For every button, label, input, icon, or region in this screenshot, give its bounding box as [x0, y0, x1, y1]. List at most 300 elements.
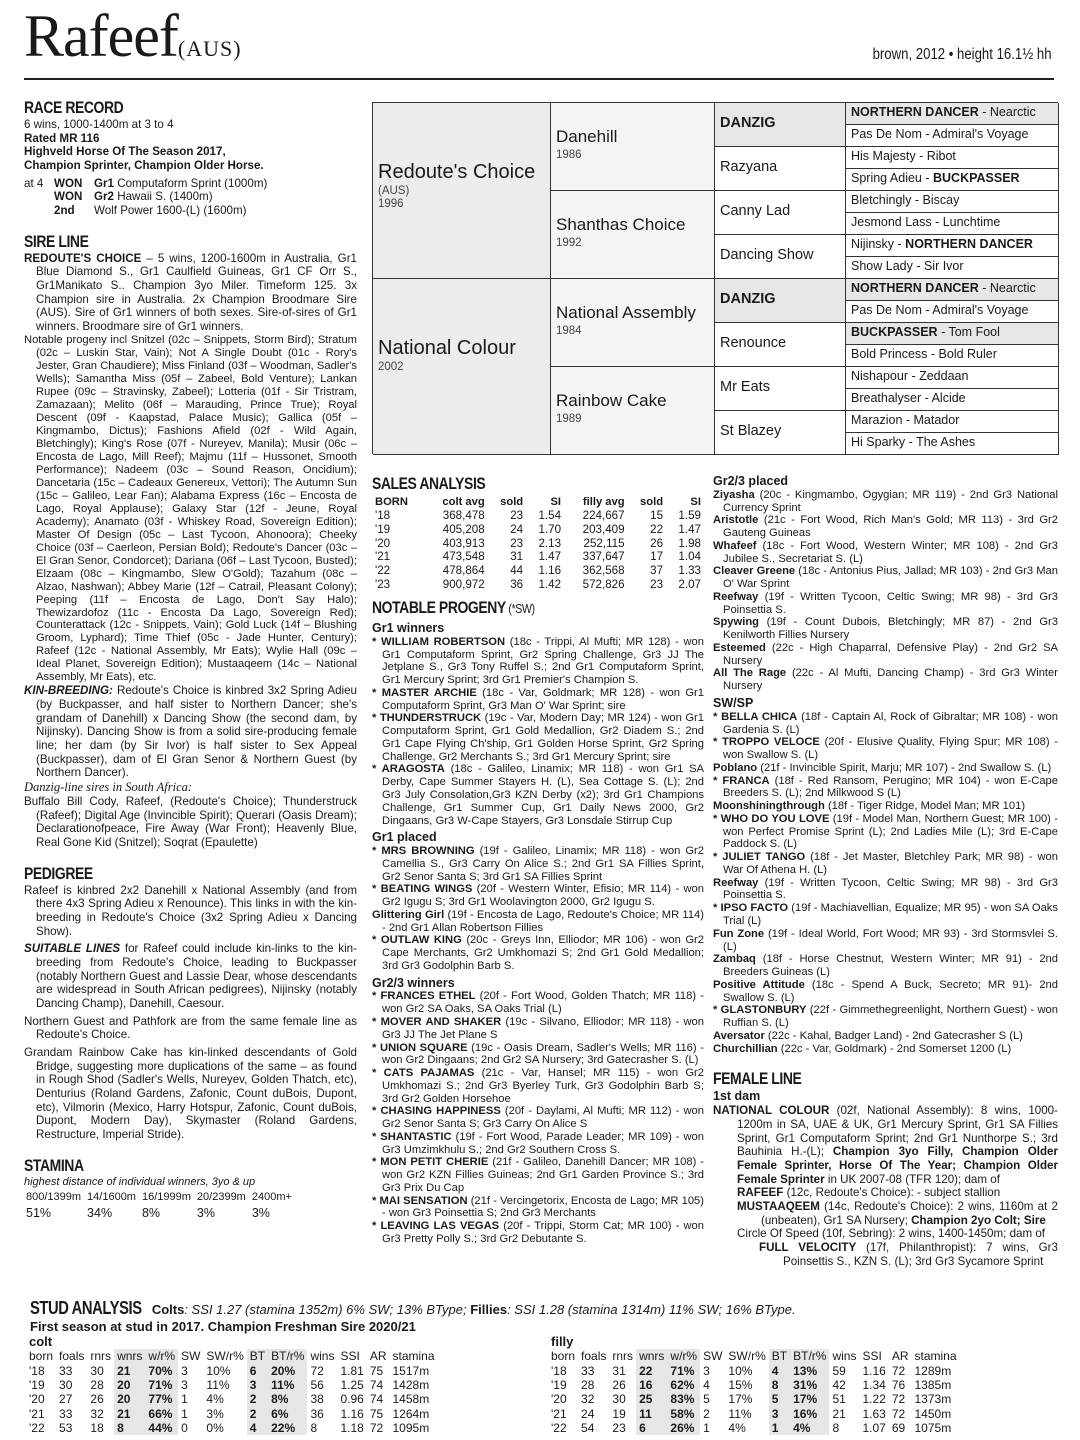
stud-colt-table: colt born foals rnrs wnrs w/r% SW SW/r% BT BT/r% wins SSI AR stamina '18 33 30 21 70% 3 10% 6 20% 72 1.81 75 1517m '19 30 28 20 71% 3 11% 3 11% 56 1.25 74 1428m '20 27 26 20 77% 1 4% 2 8% 38 0.96 74 1458m '21 33 32 21 66% 1 3% 2 6% 36 1.16 75 1264m '22 53 18 8 44% 0 0% 4 22% 8 1.18 72 1095m: [26, 1334, 438, 1435]
pedigree-gen2: National Assembly 1984: [551, 279, 715, 367]
pedigree-gen1: National Colour 2002: [373, 279, 551, 455]
sales-row: [372, 509, 704, 523]
race-result: 2nd: [54, 204, 75, 218]
stud-head: wins: [832, 1349, 857, 1364]
stud-cell: 20: [114, 1392, 145, 1406]
stud-cell: 1: [181, 1392, 188, 1407]
stud-head: SW: [703, 1349, 723, 1364]
sales-head: filly avg: [582, 496, 625, 509]
progeny-name: Reefway: [713, 876, 759, 889]
progeny-item: * ARAGOSTA (18c - Galileo, Linamix; MR 118) - won Gr1 SA Derby, Cape Summer Stayers H. (L), Sea Cottage S. (L); 2nd Gr3 July Consolation,Gr3 KZN Derby (x2); 3rd Gr1 Champions Challenge, Gr1 Summer Cup, Gr1 Daily News 2000, Gr2 Dingaans, Gr3 W-Cape Stayers, Gr3 Lonsdale Stirrup Cup: [372, 763, 704, 827]
horse-info: brown, 2012 • height 16.1½ hh: [873, 46, 1052, 63]
progeny-name: * MASTER ARCHIE: [372, 686, 477, 699]
stud-cell: 1385m: [914, 1377, 952, 1392]
sales-cell: 15: [650, 509, 664, 523]
sales-cell: 478,864: [442, 563, 485, 577]
progeny-name: Esteemed: [713, 641, 766, 654]
stud-cell: 33: [59, 1406, 73, 1421]
stud-cell: 4: [247, 1421, 268, 1435]
sales-cell: 337,647: [582, 550, 625, 564]
progeny-item: * WHO DO YOU LOVE (19f - Model Man, Northern Guest; MR 100) - won Perfect Promise Sprint (L); 2nd Ladies Mile (L); 3rd E-Cape Paddock S. (L): [713, 812, 1058, 851]
stud-cell: '20: [551, 1392, 567, 1407]
progeny-name: * MAI SENSATION: [372, 1194, 468, 1207]
stud-cell: 3%: [206, 1406, 224, 1421]
pedigree-gen3: Razyana: [715, 147, 846, 191]
sales-cell: 31: [510, 550, 524, 564]
progeny-heading: NOTABLE PROGENY (*SW): [372, 598, 535, 617]
stud-cell: 31: [612, 1363, 626, 1378]
pedigree-gen3: Renounce: [715, 323, 846, 367]
pedigree-gen4: Nishapour - Zeddaan: [846, 367, 1059, 389]
stud-cell: 15%: [728, 1377, 753, 1392]
pedigree-gen4: Bold Princess - Bold Ruler: [846, 345, 1059, 367]
progeny-item: All The Rage (22c - Al Mufti, Dancing Champ) - 3rd Gr3 Winter Nursery: [713, 667, 1058, 693]
sales-cell: 1.16: [538, 563, 562, 577]
stud-row: [26, 1407, 438, 1421]
right-column: [713, 474, 1058, 1268]
pedigree-year: 1989: [556, 413, 582, 426]
progeny-name: Aristotle: [713, 514, 759, 527]
swsp-list: [713, 711, 1058, 1056]
pedigree-gen2: Shanthas Choice 1992: [551, 191, 715, 279]
stud-row: [26, 1378, 438, 1392]
progeny-name: Spywing: [713, 616, 759, 629]
stud-row: [548, 1378, 960, 1392]
stud-cell: 17%: [728, 1392, 753, 1407]
pedigree-gen4: Show Lady - Sir Ivor: [846, 257, 1059, 279]
female-line-dam: NATIONAL COLOUR (02f, National Assembly): 8 wins, 1000-1200m in SA, UAE & UK, Gr1 Mercury Sprint, Gr1 SA Fillies Sprint, Gr1 Computaform Sprint; 2nd Gr1 Nunthorpe S.; 3rd Bauhinia H.-(L); Champion 3yo Filly, Champion Older Female Sprinter, Horse Of The Year; Champion Older Female Sprinter in UK 2007-08 (TFR 120); dam of: [713, 1104, 1058, 1186]
stud-cell: '22: [29, 1421, 45, 1436]
stud-head: foals: [581, 1349, 607, 1364]
stud-row: [548, 1392, 960, 1406]
race-grade: Gr2: [94, 190, 114, 204]
progeny-name: Poblano: [713, 761, 758, 774]
stud-cell: 36: [310, 1406, 324, 1421]
progeny-item: Reefway (19f - Written Tycoon, Celtic Swing; MR 98) - 3rd Gr3 Poinsettia S.: [713, 876, 1058, 902]
sales-cell: '23: [375, 577, 391, 591]
stud-cell: 8: [114, 1421, 145, 1435]
stud-cell: 13%: [790, 1363, 829, 1377]
pedigree-gen4: Pas De Nom - Admiral's Voyage: [846, 301, 1059, 323]
progeny-name: * GLASTONBURY: [713, 1004, 807, 1017]
stud-row: [26, 1392, 438, 1406]
sales-cell: 23: [650, 577, 664, 591]
sales-cell: 2.07: [678, 577, 701, 591]
pedigree-country: (AUS): [378, 184, 410, 197]
first-dam-heading: 1st dam: [713, 1089, 761, 1104]
stud-head: born: [551, 1349, 576, 1364]
suitable-lines: SUITABLE LINES for Rafeef could include kin-links to the kin-breeding from Redoute's Choice, leading to Buckpasser (notably Northern Guest and Lassie Dear, whose descendants are widespread in South African pedigrees), Nijinsky (notably Dancing Champ), Danehill, Caesour.: [24, 942, 357, 1010]
sales-cell: 405,208: [442, 522, 485, 536]
sales-cell: 1.04: [678, 550, 701, 564]
stud-head: BT/r%: [268, 1349, 307, 1363]
progeny-item: * JULIET TANGO (18f - Jet Master, Bletchley Park; MR 98) - won War Of Athena H. (L): [713, 851, 1058, 876]
stud-cell: 76: [891, 1377, 906, 1392]
stud-cell: 1.22: [862, 1392, 886, 1407]
progeny-name: * TROPPO VELOCE: [713, 736, 820, 749]
stud-head: SW: [181, 1349, 201, 1364]
progeny-item: * FRANCES ETHEL (20f - Fort Wood, Golden Thatch; MR 118) - won Gr2 SA Oaks, SA Oaks Trial (L): [372, 990, 704, 1016]
stud-cell: 11: [636, 1407, 667, 1421]
progeny-name: Churchillian: [713, 1042, 778, 1055]
pedigree-gen4: NORTHERN DANCER - Nearctic: [846, 103, 1059, 125]
sales-cell: 1.54: [538, 509, 562, 523]
pedigree-gen4: Hi Sparky - The Ashes: [846, 433, 1059, 455]
stud-cell: '18: [551, 1363, 567, 1378]
progeny-name: * BELLA CHICA: [713, 710, 798, 723]
pedigree-gen4: Jesmond Lass - Lunchtime: [846, 213, 1059, 235]
pedigree-year: 2002: [378, 360, 404, 373]
progeny-item: * IPSO FACTO (19f - Machiavellian, Equalize; MR 95) - won SA Oaks Trial (L): [713, 902, 1058, 927]
race-detail: Gr1 Computaform Sprint (1000m): [94, 176, 268, 190]
pedigree-sire-caps: NORTHERN DANCER: [851, 281, 979, 295]
pedigree-gen3: Canny Lad: [715, 191, 846, 235]
sales-row: [372, 537, 704, 551]
progeny-item: * FRANCA (18f - Red Ransom, Perugino; MR 104) - won E-Cape Breeders S. (L); 2nd Milkwood S (L): [713, 774, 1058, 800]
stud-head: wnrs: [114, 1349, 145, 1363]
female-line-circle: Circle Of Speed (10f, Sebring): 2 wins, 1400-1450m; dam of: [737, 1227, 1046, 1241]
stud-cell: 77%: [145, 1392, 178, 1406]
stud-head: SW/r%: [728, 1349, 766, 1364]
pedigree-sire-caps: NORTHERN DANCER: [905, 237, 1033, 251]
progeny-name: * OUTLAW KING: [372, 934, 462, 947]
progeny-item: Aristotle (21c - Fort Wood, Rich Man's Gold; MR 113) - 3rd Gr2 Gauteng Guineas: [713, 514, 1058, 540]
sire-line-p1: REDOUTE'S CHOICE – 5 wins, 1200-1600m in Australia, Gr1 Blue Diamond S., Gr1 Caulfield Guineas, Gr1 CF Orr S., Gr1Manikato S.. Champion 3yo Miler. Timeform 125. 3x Champion sire in Australia. 2x Champion Broodmare Sire (AUS). Sire of Gr1 winners of both sexes. Sire-of-sires of Gr1 winners. Broodmare sire of Gr1 winners.: [24, 251, 357, 334]
stud-cell: 56: [310, 1377, 324, 1392]
progeny-item: * MOVER AND SHAKER (19c - Silvano, Elliodor; MR 118) - won Gr3 JJ The Jet Plane S: [372, 1015, 704, 1041]
stud-head: rnrs: [90, 1349, 112, 1364]
progeny-name: * MOVER AND SHAKER: [372, 1015, 502, 1028]
stud-cell: 30: [59, 1377, 73, 1392]
stud-cell: 21: [114, 1363, 145, 1377]
stud-cell: 72: [310, 1363, 324, 1378]
stud-cell: 24: [581, 1406, 595, 1421]
gr23-placed-list: [713, 489, 1058, 693]
danzig-sires: Buffalo Bill Cody, Rafeef, (Redoute's Choice); Thunderstruck (Rafeef); Digital Age (Invincible Spirit); Querari (Oasis Dream); Declarationofpeace, Fire Away (War Front); Heavenly Blue, Real Gone Kid (Snitzel); Soqrat (Epaulette): [24, 794, 357, 849]
stud-cell: 5: [769, 1392, 790, 1406]
stud-head: stamina: [392, 1349, 435, 1364]
gr23-winners-list: [372, 990, 704, 1245]
stud-cell: 5: [703, 1392, 710, 1407]
sales-row: [372, 564, 704, 578]
stud-cell: 42: [832, 1377, 846, 1392]
stud-cell: 3: [247, 1378, 268, 1392]
stud-cell: 1.81: [340, 1363, 364, 1378]
progeny-name: * FRANCA: [713, 774, 770, 787]
stud-cell: 0: [181, 1421, 188, 1436]
stud-row: [548, 1407, 960, 1421]
race-age: [24, 204, 54, 218]
stud-cell: 22: [636, 1363, 667, 1377]
swsp-heading: SW/SP: [713, 696, 754, 710]
sales-cell: 203,409: [582, 522, 625, 536]
progeny-item: * GLASTONBURY (22f - Gimmethegreenlight, Northern Guest) - won Ruffian S. (L): [713, 1004, 1058, 1030]
progeny-item: * OUTLAW KING (20c - Greys Inn, Elliodor; MR 106) - won Gr2 Cape Merchants, Gr2 Umkhomazi S; 2nd Gr1 Gold Medallion; 3rd Gr3 Godolphin Barb S.: [372, 934, 704, 972]
gr23-placed-heading: Gr2/3 placed: [713, 474, 789, 488]
progeny-name: * CHASING HAPPINESS: [372, 1105, 501, 1118]
progeny-item: Whafeef (18c - Fort Wood, Western Winter; MR 108) - 2nd Gr3 Jubilee S., Secretariat S. (L): [713, 539, 1058, 565]
kin-breeding: KIN-BREEDING: Redoute's Choice is kinbred 3x2 Spring Adieu (by Buckpasser, and half sister to Northern Dancer; she's grandam of Danehill) x Dancing Show (the second dam, by Nijinsky). Dancing Show is from a solid sire-producing female line; her dam (by Sir Ivor) is half sister to Sex Appeal (Buckpasser), dam of El Gran Senor & Northern Guest (by Northern Dancer).: [24, 684, 357, 780]
race-result: WON: [54, 176, 83, 190]
female-line-full-velocity: FULL VELOCITY (17f, Philanthropist): 7 wins, Gr3 Poinsettis S., KZN S. (L); 3rd Gr3 Sycamore Sprint: [759, 1240, 1058, 1268]
pedigree-gen4: Nijinsky - NORTHERN DANCER: [846, 235, 1059, 257]
race-wins: [24, 177, 357, 218]
progeny-item: * UNION SQUARE (19c - Oasis Dream, Sadler's Wells; MR 116) - won Gr2 Dingaans; 2nd Gr2 SA Nursery; 3rd Gatecrasher S. (L): [372, 1041, 704, 1067]
progeny-item: * MRS BROWNING (19f - Galileo, Linamix; MR 118) - won Gr2 Camellia S., Gr3 Carry On Alice S.; 2nd Gr1 SA Fillies Sprint, Gr2 Senor Santa S; 3rd Gr1 SA Fillies Sprint: [372, 845, 704, 883]
gr1-winners-list: [372, 636, 704, 827]
pedigree-p3: Northern Guest and Pathfork are from the same female line as Redoute's Choice.: [24, 1014, 357, 1042]
stud-line2: First season at stud in 2017. Champion Freshman Sire 2020/21: [30, 1319, 416, 1335]
pedigree-gen3: DANZIG: [715, 103, 846, 147]
stud-cell: 71%: [667, 1363, 700, 1377]
gr1-winners-heading: Gr1 winners: [372, 621, 445, 636]
sales-cell: 1.59: [678, 509, 701, 523]
stud-cell: 1.07: [862, 1421, 886, 1436]
sales-cell: '19: [375, 522, 391, 536]
sales-cell: 22: [650, 522, 664, 536]
stamina-head: 2400m+: [251, 1190, 292, 1203]
race-record-heading: RACE RECORD: [24, 98, 124, 117]
stud-cell: 31%: [790, 1378, 829, 1392]
stud-cell: 71%: [145, 1378, 178, 1392]
pedigree-gen1: Redoute's Choice (AUS) 1996: [373, 103, 551, 279]
stamina-value: 3%: [196, 1205, 215, 1220]
stud-cell: 1075m: [914, 1421, 952, 1436]
sire-line-progeny: Notable progeny incl Snitzel (02c – Snippets, Storm Bird); Stratum (02c – Luskin Star, Vain); Not A Single Doubt (01c - Rory's Jester, Gran Chaudiere); Miss Finland (03f – Woodman, Sadler's Wells); Samantha Miss (05f – Zabeel, Bold Venture); Lankan Rupee (09c – Stravinsky, Zabeel); Lotteria (01f - Sir Tristram, Zamazaan); Melito (06f – Marauding, Prince True); Royal Descent (09f - Kaapstad, Palace Music); Gallica (05f – Kingmambo, Dictus); Fashions Afield (02f - Wild Again, Bletchingly); King's Rose (07f - Nureyev, Manila); Musir (06c – Encosta de Lago, Mill Reef); Majmu (11f – Hussonet, Smooth Performance); Nadeem (03c – Sound Reason, Oncidium); Dancetaria (15c – Cadeaux Genereux, Vettori); The Autumn Sun (15c – Galileo, Lear Fan); Alabama Express (16c – Encosta de Lago, Royal Applause); Galaxy Star (12f - Jeune, Royal Academy); Anamato (03f - Whiskey Road, Sovereign Edition); Master Of Design (05c – Last Tycoon, Ahonoora); Cheeky Choice (03f – Caerleon, Persian Bold); Redoute's Dancer (03c – El Gran Senor, Condorcet); Dariana (06f – Last Tycoon, Busted); Elzaam (08c – Kingmambo, Slew O'Gold); Tazahum (08c – Alzao, Nashwan); Abbey Marie (12f – Catrail, Pleasant Colony); Peeping (11f – Encosta de Lago, Don't Say Halo); Thewizardofoz (11c - Encosta Da Lago, Sovereign Red); Counterattack (12c - Snippets, Vain); Gold Luck (14f – Blushing Groom, Lyphard); Time Thief (05c - Jade Hunter, Century); Rafeef (12c - National Assembly, Mr Eats); Wylie Hall (09c – Ideal Planet, Sovereign Edition); Mustaaqeem (14c – National Assembly, Mr Eats), etc.: [24, 333, 357, 684]
stud-cell: 4%: [790, 1421, 829, 1435]
stud-cell: 28: [90, 1377, 104, 1392]
stud-cell: 1.18: [340, 1421, 364, 1436]
progeny-item: Poblano (21f - Invincible Spirit, Marju; MR 107) - 2nd Swallow S. (L): [713, 761, 1052, 774]
sales-cell: 17: [650, 550, 664, 564]
sales-cell: 403,913: [442, 536, 485, 550]
stud-cell: 33: [581, 1363, 595, 1378]
progeny-item: Glittering Girl (19f - Encosta de Lago, Redoute's Choice; MR 114) - 2nd Gr1 Allan Robertson Fillies: [372, 908, 704, 934]
pedigree-gen4: Marazion - Matador: [846, 411, 1059, 433]
progeny-item: Zambaq (18f - Horse Chestnut, Western Winter; MR 91) - 2nd Breeders Guineas (L): [713, 953, 1058, 979]
stud-head: BT/r%: [790, 1349, 829, 1363]
stamina-heading: STAMINA: [24, 1155, 84, 1175]
female-line-mustaaqeem: MUSTAAQEEM (14c, Redoute's Choice): 2 wins, 1160m at 2 (unbeaten), Gr1 SA Nursery; Champion 2yo Colt; Sire: [737, 1199, 1058, 1227]
stud-cell: 26%: [667, 1421, 700, 1435]
stud-cell: 22%: [268, 1421, 307, 1435]
stud-cell: 6: [636, 1421, 667, 1435]
stud-cell: 8: [769, 1378, 790, 1392]
progeny-item: Churchillian (22c - Var, Goldmark) - 2nd Somerset 1200 (L): [713, 1042, 1012, 1055]
stud-cell: 1095m: [392, 1421, 430, 1436]
stud-cell: 62%: [667, 1378, 700, 1392]
progeny-name: * BEATING WINGS: [372, 883, 473, 896]
stud-cell: 21: [114, 1407, 145, 1421]
stamina-value: 34%: [87, 1205, 113, 1220]
stud-cell: 3: [181, 1377, 188, 1392]
progeny-item: Moonshiningthrough (18f - Tiger Ridge, Model Man; MR 101): [713, 800, 1026, 813]
progeny-item: Cleaver Greene (18c - Antonius Pius, Jallad; MR 103) - 2nd Gr3 Man O' War Sprint: [713, 565, 1059, 591]
stud-cell: 51: [832, 1392, 846, 1407]
stud-cell: 33: [59, 1363, 73, 1378]
pedigree-gen4: BUCKPASSER - Tom Fool: [846, 323, 1059, 345]
sales-row: [372, 578, 704, 592]
stud-cell: 11%: [206, 1377, 230, 1392]
stud-cell: 16: [636, 1378, 667, 1392]
pedigree-gen3: Dancing Show: [715, 235, 846, 279]
pedigree-gen3: Mr Eats: [715, 367, 846, 411]
progeny-item: Reefway (19f - Written Tycoon, Celtic Swing; MR 98) - 3rd Gr3 Poinsettia S.: [713, 590, 1058, 616]
stud-cell: 8: [832, 1421, 840, 1436]
stud-cell: '21: [29, 1406, 45, 1421]
stud-cell: 17%: [790, 1392, 829, 1406]
stud-cell: 1.16: [340, 1406, 364, 1421]
sales-cell: '18: [375, 509, 391, 523]
pedigree-gen3: DANZIG: [715, 279, 846, 323]
pedigree-gen4: Bletchingly - Biscay: [846, 191, 1059, 213]
race-age: at 4: [24, 176, 44, 190]
stud-cell: 19: [612, 1406, 626, 1421]
sales-head: colt avg: [442, 496, 485, 509]
progeny-item: Spywing (19f - Count Dubois, Bletchingly; MR 87) - 2nd Gr3 Kenilworth Fillies Nursery: [713, 616, 1058, 642]
stud-head: SSI: [862, 1349, 882, 1364]
stamina-sub: highest distance of individual winners, 3yo & up: [24, 1175, 256, 1188]
stud-cell: 1.63: [862, 1406, 886, 1421]
stud-filly-table: filly born foals rnrs wnrs w/r% SW SW/r% BT BT/r% wins SSI AR stamina '18 33 31 22 71% 3 10% 4 13% 59 1.16 72 1289m '19 28 26 16 62% 4 15% 8 31% 42 1.34 76 1385m '20 32 30 25 83% 5 17% 5 17% 51 1.22 72 1373m '21 24 19 11 58% 2 11% 3 16% 21 1.63 72 1450m '22 54 23 6 26% 1 4% 1 4% 8 1.07 69 1075m: [548, 1334, 960, 1435]
stud-cell: 2: [247, 1407, 268, 1421]
progeny-item: * WILLIAM ROBERTSON (18c - Trippi, Al Mufti; MR 128) - won Gr1 Computaform Sprint, Gr2 Spring Challenge, Gr3 JJ The Jetplane S., Gr3 Tony Ruffel S.; 2nd Gr1 Computaform Sprint, Gr1 Mercury Sprint; 3rd Gr1 Premier's Champion S.: [372, 635, 704, 687]
stud-row: [26, 1363, 438, 1377]
stud-head: w/r%: [145, 1349, 178, 1363]
sales-cell: 368,478: [442, 509, 485, 523]
pedigree-gen4: Breathalyser - Alcide: [846, 389, 1059, 411]
pedigree-sire-caps: BUCKPASSER: [851, 325, 938, 339]
stamina-head: 800/1399m: [26, 1190, 82, 1203]
gr1-placed-heading: Gr1 placed: [372, 830, 437, 845]
stamina-head: 20/2399m: [196, 1190, 246, 1203]
stud-cell: 1264m: [392, 1406, 430, 1421]
stud-cell: 10%: [728, 1363, 753, 1378]
stud-cell: 69: [891, 1421, 906, 1436]
stamina-value: 51%: [26, 1205, 52, 1220]
progeny-name: * WILLIAM ROBERTSON: [372, 635, 506, 648]
stamina-value: 3%: [251, 1205, 270, 1220]
stud-head: foals: [59, 1349, 85, 1364]
stud-cell: 20: [114, 1378, 145, 1392]
stud-cell: 75: [369, 1406, 384, 1421]
progeny-item: * MAI SENSATION (21f - Vercingetorix, Encosta de Lago; MR 105) - won Gr3 Poinsettia S; 2nd Gr3 Merchants: [372, 1194, 705, 1220]
stud-cell: 44%: [145, 1421, 178, 1435]
stamina-value: 8%: [141, 1205, 161, 1220]
stud-cell: 28: [581, 1377, 595, 1392]
stud-head: w/r%: [667, 1349, 700, 1363]
progeny-name: Cleaver Greene: [713, 565, 796, 578]
progeny-item: * MASTER ARCHIE (18c - Var, Goldmark; MR 128) - won Gr1 Computaform Sprint, Gr3 Man O' War Sprint; sire: [372, 686, 704, 712]
stud-cell: 6%: [268, 1407, 307, 1421]
stamina-head: 14/1600m: [87, 1190, 136, 1203]
progeny-name: Fun Zone: [713, 927, 765, 940]
stud-cell: 38: [310, 1392, 324, 1407]
race-age: [24, 190, 54, 204]
progeny-name: * UNION SQUARE: [372, 1041, 468, 1054]
sales-cell: 252,115: [583, 536, 625, 550]
stud-cell: 0%: [206, 1421, 224, 1436]
stud-cell: 30: [612, 1392, 626, 1407]
sales-row: [372, 523, 704, 537]
progeny-name: Whafeef: [713, 539, 757, 552]
progeny-name: All The Rage: [713, 667, 787, 680]
stud-cell: 4%: [206, 1392, 224, 1407]
stud-cell: 25: [636, 1392, 667, 1406]
progeny-item: * CHASING HAPPINESS (20f - Daylami, Al Mufti; MR 112) - won Gr2 Senor Santa S; Gr3 Carry On Alice S: [372, 1105, 704, 1131]
stud-cell: 6: [247, 1363, 268, 1377]
pedigree-chart: [372, 102, 1058, 454]
stud-cell: 74: [369, 1392, 384, 1407]
pedigree-sire-caps: NORTHERN DANCER: [851, 105, 979, 119]
progeny-name: * WHO DO YOU LOVE: [713, 812, 830, 825]
stud-cell: 11%: [268, 1378, 307, 1392]
race-grade: Gr1: [94, 176, 114, 190]
pedigree-gen4: Spring Adieu - BUCKPASSER: [846, 169, 1059, 191]
stud-cell: '22: [551, 1421, 567, 1436]
sales-head: BORN: [375, 496, 408, 509]
female-line-rafeef: RAFEEF (12c, Redoute's Choice): - subject stallion: [737, 1186, 1001, 1200]
progeny-name: * LEAVING LAS VEGAS: [372, 1220, 500, 1233]
sales-cell: 362,568: [582, 563, 625, 577]
progeny-item: * MON PETIT CHERIE (21f - Galileo, Danehill Dancer; MR 108) - won Gr2 KZN Fillies Guineas; 2nd Gr1 Garden Province S.; 3rd Gr3 Prix Du Cap: [372, 1156, 704, 1194]
danzig-sires-heading: Danzig-line sires in South Africa:: [24, 780, 193, 795]
stud-cell: '19: [551, 1377, 567, 1392]
stud-cell: 54: [581, 1421, 595, 1436]
progeny-item: * TROPPO VELOCE (20f - Elusive Quality, Flying Spur; MR 108) - won Swallow S. (L): [713, 736, 1058, 762]
sales-cell: 572,826: [582, 577, 625, 591]
pedigree-gen3: St Blazey: [715, 411, 846, 455]
race-detail: Wolf Power 1600-(L) (1600m): [94, 204, 247, 218]
stud-head: SW/r%: [206, 1349, 244, 1364]
race-win-row: [24, 177, 357, 191]
progeny-name: * ARAGOSTA: [372, 763, 445, 776]
sales-cell: '20: [375, 536, 391, 550]
stud-cell: 70%: [145, 1363, 178, 1377]
stud-cell: 10%: [206, 1363, 231, 1378]
stamina-head: 16/1999m: [141, 1190, 191, 1203]
progeny-item: * BEATING WINGS (20f - Western Winter, Efisio; MR 114) - won Gr2 Igugu S; 3rd Gr1 Woolavington 2000, Gr2 Igugu S.: [372, 883, 704, 909]
stud-cell: 32: [90, 1406, 104, 1421]
sales-cell: '21: [375, 550, 391, 564]
progeny-name: Positive Attitude: [713, 978, 805, 991]
progeny-name: * IPSO FACTO: [713, 902, 789, 915]
stud-cell: 1373m: [914, 1392, 952, 1407]
sales-cell: 224,667: [582, 509, 625, 523]
stud-cell: 1.25: [340, 1377, 364, 1392]
sales-cell: 24: [510, 522, 524, 536]
notable-progeny: [372, 598, 704, 1246]
sales-cell: 1.33: [678, 563, 701, 577]
stud-cell: 58%: [667, 1407, 700, 1421]
progeny-name: * MON PETIT CHERIE: [372, 1156, 489, 1169]
sales-cell: 1.42: [538, 577, 562, 591]
stud-cell: 4: [703, 1377, 710, 1392]
race-win-row: [24, 204, 357, 218]
horse-name: Rafeef(AUS): [24, 3, 242, 69]
sales-cell: 1.70: [538, 522, 562, 536]
stud-cell: 1517m: [392, 1363, 430, 1378]
race-result: WON: [54, 190, 83, 204]
stud-cell: '21: [551, 1406, 567, 1421]
pedigree-gen4: His Majesty - Ribot: [846, 147, 1059, 169]
stud-cell: 72: [891, 1406, 906, 1421]
stud-cell: 32: [581, 1392, 595, 1407]
sire-line-heading: SIRE LINE: [24, 231, 89, 251]
progeny-item: Positive Attitude (18c - Spend A Buck, Secreto; MR 91)- 2nd Swallow S. (L): [713, 978, 1058, 1004]
stud-cell: 1.34: [862, 1377, 886, 1392]
stud-head: BT: [769, 1349, 790, 1363]
